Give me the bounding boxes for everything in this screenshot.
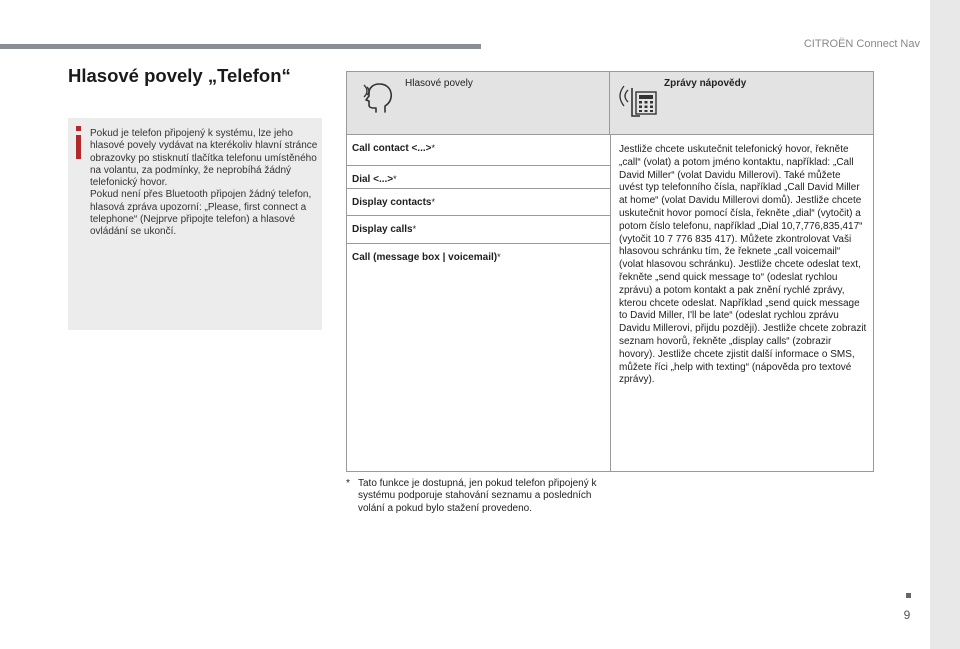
info-paragraph: Pokud je telefon připojený k systému, lze jeho hlasové povely vydávat na kterékoliv hlavní stránce obrazovky po stisknutí tlačítka telefonu umístěného na volantu, za podmínky, že neprobíhá žádný telefonický hovor.	[90, 128, 318, 189]
command-text: Display contacts	[352, 197, 432, 208]
header-rule	[0, 44, 481, 49]
brand-label: CITROËN Connect Nav	[803, 38, 920, 50]
page-marker	[906, 593, 911, 598]
voice-command-head-icon	[363, 82, 395, 118]
footnote	[346, 478, 606, 515]
footnote-mark: *	[346, 478, 350, 489]
footnote-mark: *	[497, 252, 501, 262]
table-header-commands	[347, 72, 610, 134]
command-row	[347, 188, 610, 215]
command-text: Display calls	[352, 224, 413, 235]
phone-keypad-voice-icon	[618, 82, 660, 120]
footnote-text: Tato funkce je dostupná, jen pokud telefon připojený k systému podporuje stahování seznamu a posledních volání a pokud bylo stažení provedeno.	[358, 478, 597, 514]
info-text	[90, 128, 318, 239]
header-label-help: Zprávy nápovědy	[664, 78, 747, 89]
header-label-commands: Hlasové povely	[405, 78, 473, 89]
command-text: Call (message box | voicemail)	[352, 252, 498, 263]
table-header-help	[610, 72, 873, 134]
command-row	[347, 215, 610, 243]
help-text: Jestliže chcete uskutečnit telefonický hovor, řekněte „call“ (volat) a potom jméno kontaktu, například: „Call David Miller“ (volat Davidu Millerovi). Také můžete uvést typ telefonního čísla, například „Call David Miller at home“ (volat Davidu Millerovi domů). Jestliže chcete uskutečnit hovor pomocí čísla, řekněte „dial“ (vytočit) a potom číslo telefonu, například „Dial 10,7,776,835,417“ (vytočit 10 7 776 835 417). Můžete zkontrolovat Vaši hlasovou schránku tím, že řeknete „call voicemail“ (volat hlasovou schránku). Jestliže chcete odeslat text, řekněte „send quick message to“ (odeslat rychlou zprávu) a potom kontakt a pak znění rychlé zprávy, kterou chcete odeslat. Například „send quick message to David Miller, I'll be late“ (odeslat rychlou zprávu Davidu Millerovi, přijdu později). Jestliže chcete zobrazit seznam hovorů, řekněte „display calls“ (zobrazir hovory). Jestliže chcete zjistit další informace o SMS, můžete říci „help with texting“ (nápověda pro textové zprávy).	[610, 134, 873, 471]
page-number: 9	[903, 608, 911, 622]
command-text: Call contact <...>	[352, 143, 432, 154]
footnote-mark: *	[431, 143, 435, 153]
footnote-mark: *	[412, 224, 417, 234]
command-row	[347, 243, 610, 471]
info-icon	[76, 126, 85, 166]
command-text: Dial <...>	[352, 174, 394, 185]
command-row	[347, 134, 610, 165]
command-row	[347, 165, 610, 188]
voice-commands-table	[346, 71, 874, 472]
section-title: Hlasové povely „Telefon“	[68, 65, 291, 86]
info-paragraph: Pokud není přes Bluetooth připojen žádný telefon, hlasová zpráva upozorní: „Please, first connect a telephone“ (Nejprve připojte telefon) a hlasové ovládání se ukončí.	[90, 189, 312, 238]
page-edge-strip	[930, 0, 960, 649]
info-box	[68, 118, 322, 330]
footnote-mark: *	[393, 174, 397, 184]
footnote-mark: *	[431, 197, 435, 207]
